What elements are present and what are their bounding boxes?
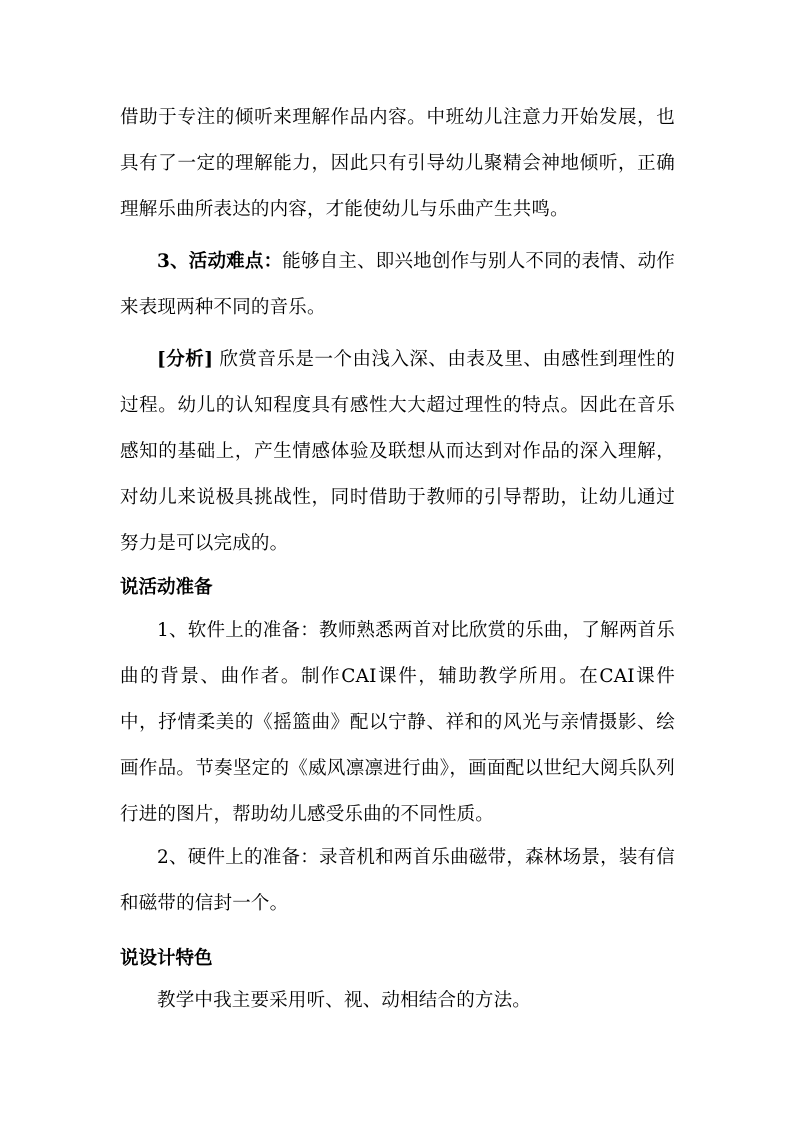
paragraph-design-method: 教学中我主要采用听、视、动相结合的方法。 bbox=[157, 990, 532, 1011]
paragraph-software-prep: 1、软件上的准备：教师熟悉两首对比欣赏的乐曲，了解两首乐曲的背景、曲作者。制作CAI课件，辅助教学所用。在CAI课件中，抒情柔美的《摇篮曲》配以宁静、祥和的风光与亲情摄影、绘画作品。节奏坚定的《威风凛凛进行曲》，画面配以世纪大阅兵队列行进的图片，帮助幼儿感受乐曲的不同性质。 bbox=[120, 620, 675, 825]
heading-design-features: 说设计特色 bbox=[120, 948, 213, 969]
analysis-label: [分析] bbox=[157, 349, 214, 370]
paragraph-listening: 借助于专注的倾听来理解作品内容。中班幼儿注意力开始发展，也具有了一定的理解能力，因此只有引导幼儿聚精会神地倾听，正确理解乐曲所表达的内容，才能使幼儿与乐曲产生共鸣。 bbox=[120, 107, 675, 220]
heading-activity-preparation: 说活动准备 bbox=[120, 577, 213, 598]
analysis-text: 欣赏音乐是一个由浅入深、由表及里、由感性到理性的过程。幼儿的认知程度具有感性大大超过理性的特点。因此在音乐感知的基础上，产生情感体验及联想从而达到对作品的深入理解，对幼儿来说极具挑战性，同时借助于教师的引导帮助，让幼儿通过努力是可以完成的。 bbox=[120, 349, 675, 554]
paragraph-difficulty bbox=[120, 239, 675, 331]
paragraph-analysis bbox=[120, 337, 675, 567]
difficulty-label: 3、活动难点： bbox=[157, 251, 283, 272]
paragraph-hardware-prep: 2、硬件上的准备：录音机和两首乐曲磁带，森林场景，装有信和磁带的信封一个。 bbox=[120, 847, 675, 914]
difficulty-text: 能够自主、即兴地创作与别人不同的表情、动作来表现两种不同的音乐。 bbox=[120, 251, 675, 318]
